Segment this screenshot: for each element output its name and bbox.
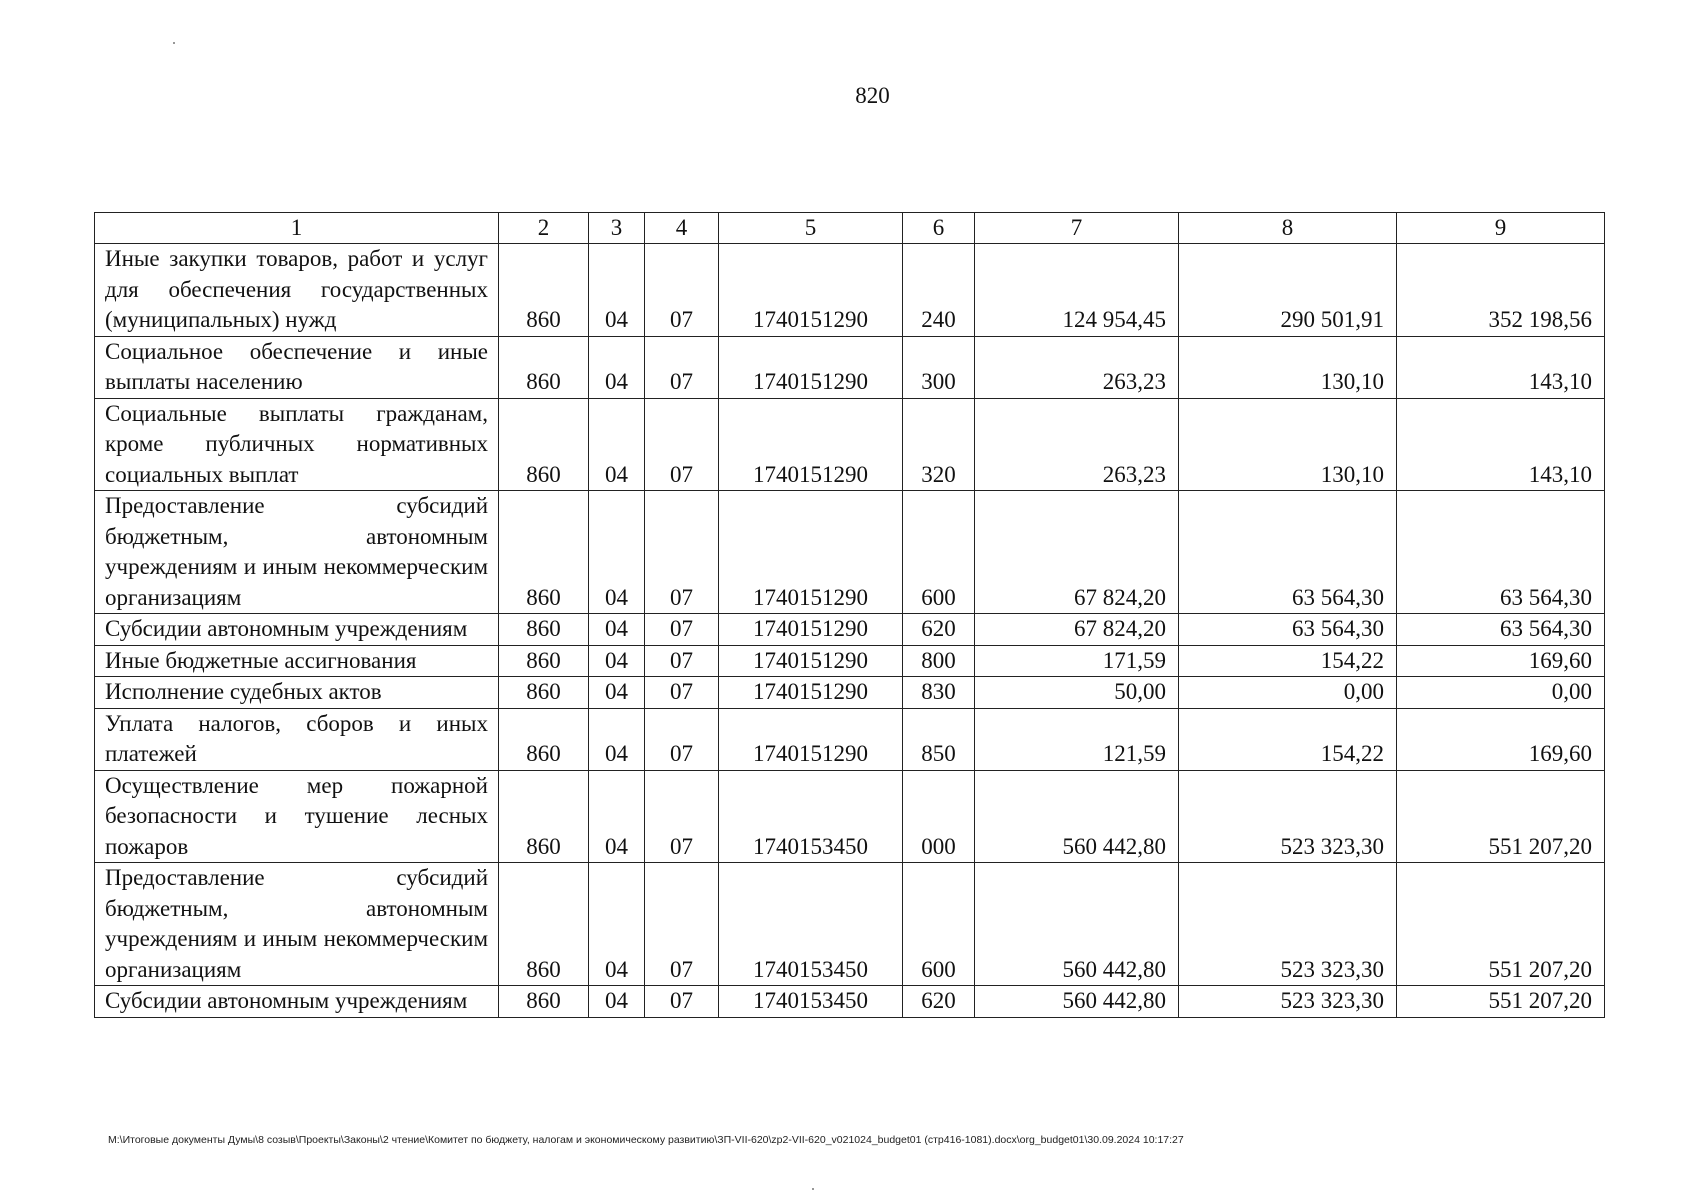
row-section-code: 04: [589, 986, 645, 1018]
row-ministry-code: 860: [499, 986, 589, 1018]
table-row: [95, 614, 1605, 646]
row-amount-col8: 130,10: [1179, 398, 1397, 491]
table-row: [95, 863, 1605, 986]
row-name: Иные закупки товаров, работ и услуг для обеспечения государственных (муниципальных) нужд: [95, 244, 499, 337]
row-subsection-code: 07: [645, 244, 719, 337]
row-target-article: 1740151290: [719, 491, 903, 614]
header-col-3: 3: [589, 213, 645, 244]
row-ministry-code: 860: [499, 491, 589, 614]
row-target-article: 1740151290: [719, 244, 903, 337]
row-amount-col8: 154,22: [1179, 645, 1397, 677]
row-ministry-code: 860: [499, 708, 589, 770]
row-amount-col8: 154,22: [1179, 708, 1397, 770]
row-ministry-code: 860: [499, 645, 589, 677]
row-expense-type: 620: [903, 986, 975, 1018]
row-section-code: 04: [589, 708, 645, 770]
row-section-code: 04: [589, 677, 645, 709]
row-target-article: 1740151290: [719, 614, 903, 646]
row-expense-type: 620: [903, 614, 975, 646]
row-target-article: 1740153450: [719, 770, 903, 863]
table-body: [95, 244, 1605, 1018]
table-row: [95, 491, 1605, 614]
row-subsection-code: 07: [645, 645, 719, 677]
row-amount-col9: 352 198,56: [1397, 244, 1605, 337]
row-section-code: 04: [589, 244, 645, 337]
row-target-article: 1740151290: [719, 645, 903, 677]
row-expense-type: 320: [903, 398, 975, 491]
row-name: Социальное обеспечение и иные выплаты населению: [95, 336, 499, 398]
row-subsection-code: 07: [645, 398, 719, 491]
row-section-code: 04: [589, 491, 645, 614]
row-amount-col9: 169,60: [1397, 645, 1605, 677]
row-amount-col7: 171,59: [975, 645, 1179, 677]
row-target-article: 1740151290: [719, 398, 903, 491]
row-amount-col7: 124 954,45: [975, 244, 1179, 337]
table-row: [95, 336, 1605, 398]
row-name: Предоставление субсидий бюджетным, автономным учреждениям и иным некоммерческим организациям: [95, 491, 499, 614]
row-amount-col9: 551 207,20: [1397, 863, 1605, 986]
row-section-code: 04: [589, 863, 645, 986]
row-amount-col8: 130,10: [1179, 336, 1397, 398]
table-row: [95, 398, 1605, 491]
row-ministry-code: 860: [499, 677, 589, 709]
row-section-code: 04: [589, 614, 645, 646]
row-subsection-code: 07: [645, 677, 719, 709]
row-ministry-code: 860: [499, 398, 589, 491]
row-section-code: 04: [589, 336, 645, 398]
row-name: Субсидии автономным учреждениям: [95, 986, 499, 1018]
row-ministry-code: 860: [499, 863, 589, 986]
row-expense-type: 850: [903, 708, 975, 770]
row-amount-col7: 50,00: [975, 677, 1179, 709]
scan-speck: [173, 42, 175, 44]
row-target-article: 1740153450: [719, 863, 903, 986]
header-row: [95, 213, 1605, 244]
row-expense-type: 600: [903, 491, 975, 614]
row-amount-col7: 121,59: [975, 708, 1179, 770]
row-name: Осуществление мер пожарной безопасности и тушение лесных пожаров: [95, 770, 499, 863]
row-section-code: 04: [589, 398, 645, 491]
budget-table: [94, 212, 1605, 1018]
row-expense-type: 800: [903, 645, 975, 677]
row-expense-type: 600: [903, 863, 975, 986]
row-amount-col9: 63 564,30: [1397, 491, 1605, 614]
header-col-8: 8: [1179, 213, 1397, 244]
row-amount-col7: 67 824,20: [975, 614, 1179, 646]
row-expense-type: 240: [903, 244, 975, 337]
row-amount-col8: 63 564,30: [1179, 614, 1397, 646]
row-ministry-code: 860: [499, 614, 589, 646]
table-row: [95, 645, 1605, 677]
row-ministry-code: 860: [499, 770, 589, 863]
row-subsection-code: 07: [645, 708, 719, 770]
table-header: [95, 213, 1605, 244]
row-amount-col7: 263,23: [975, 336, 1179, 398]
row-amount-col8: 290 501,91: [1179, 244, 1397, 337]
row-expense-type: 300: [903, 336, 975, 398]
row-section-code: 04: [589, 770, 645, 863]
page-number: 820: [855, 83, 890, 108]
header-col-1: 1: [95, 213, 499, 244]
header-col-2: 2: [499, 213, 589, 244]
row-amount-col9: 63 564,30: [1397, 614, 1605, 646]
header-col-5: 5: [719, 213, 903, 244]
row-subsection-code: 07: [645, 863, 719, 986]
header-col-6: 6: [903, 213, 975, 244]
row-target-article: 1740151290: [719, 677, 903, 709]
row-expense-type: 830: [903, 677, 975, 709]
table-row: [95, 708, 1605, 770]
header-col-7: 7: [975, 213, 1179, 244]
row-amount-col7: 560 442,80: [975, 863, 1179, 986]
row-amount-col8: 63 564,30: [1179, 491, 1397, 614]
row-expense-type: 000: [903, 770, 975, 863]
row-name: Предоставление субсидий бюджетным, автономным учреждениям и иным некоммерческим организациям: [95, 863, 499, 986]
row-amount-col8: 523 323,30: [1179, 863, 1397, 986]
row-amount-col9: 551 207,20: [1397, 986, 1605, 1018]
row-name: Уплата налогов, сборов и иных платежей: [95, 708, 499, 770]
row-name: Субсидии автономным учреждениям: [95, 614, 499, 646]
row-amount-col7: 560 442,80: [975, 770, 1179, 863]
row-target-article: 1740151290: [719, 336, 903, 398]
row-subsection-code: 07: [645, 770, 719, 863]
row-amount-col9: 551 207,20: [1397, 770, 1605, 863]
row-amount-col8: 0,00: [1179, 677, 1397, 709]
row-amount-col9: 143,10: [1397, 336, 1605, 398]
row-amount-col7: 560 442,80: [975, 986, 1179, 1018]
row-name: Исполнение судебных актов: [95, 677, 499, 709]
row-amount-col7: 67 824,20: [975, 491, 1179, 614]
row-subsection-code: 07: [645, 986, 719, 1018]
header-col-4: 4: [645, 213, 719, 244]
row-amount-col8: 523 323,30: [1179, 986, 1397, 1018]
row-section-code: 04: [589, 645, 645, 677]
row-ministry-code: 860: [499, 244, 589, 337]
row-amount-col8: 523 323,30: [1179, 770, 1397, 863]
row-target-article: 1740153450: [719, 986, 903, 1018]
table-row: [95, 244, 1605, 337]
table-row: [95, 770, 1605, 863]
row-subsection-code: 07: [645, 491, 719, 614]
row-amount-col9: 169,60: [1397, 708, 1605, 770]
row-subsection-code: 07: [645, 336, 719, 398]
row-name: Иные бюджетные ассигнования: [95, 645, 499, 677]
header-col-9: 9: [1397, 213, 1605, 244]
row-ministry-code: 860: [499, 336, 589, 398]
scan-speck: [812, 1188, 814, 1190]
row-amount-col7: 263,23: [975, 398, 1179, 491]
row-target-article: 1740151290: [719, 708, 903, 770]
row-subsection-code: 07: [645, 614, 719, 646]
row-name: Социальные выплаты гражданам, кроме публичных нормативных социальных выплат: [95, 398, 499, 491]
document-file-path: M:\Итоговые документы Думы\8 созыв\Проекты\Законы\2 чтение\Комитет по бюджету, налогам и экономическому развитию\ЗП-VII-620\zp2-VII-620_v021024_budget01 (стр416-1081).docx\org_budget01\30.09.2024 10:17:27: [108, 1134, 1184, 1146]
row-amount-col9: 0,00: [1397, 677, 1605, 709]
row-amount-col9: 143,10: [1397, 398, 1605, 491]
table-row: [95, 986, 1605, 1018]
table-row: [95, 677, 1605, 709]
